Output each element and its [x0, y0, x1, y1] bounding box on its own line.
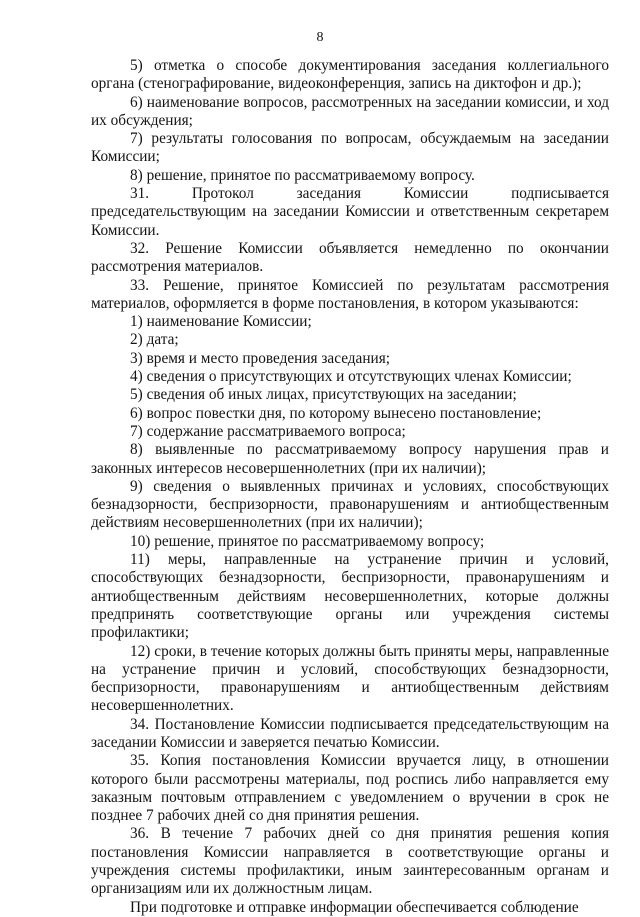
- list-item-date: 2) дата;: [130, 331, 179, 349]
- list-item-voting-results: 7) результаты голосования по вопросам, обсуждаемым на заседании Комиссии;: [91, 130, 609, 166]
- clause-35: 35. Копия постановления Комиссии вручается лицу, в отношении которого были рассмотрены материалы, под роспись либо направляется ему заказным почтовым отправлением с уведомлением о вручении в срок не позднее 7 рабочих дней со дня принятия решения.: [91, 752, 609, 825]
- list-item-members-attendance: 4) сведения о присутствующих и отсутствующих членах Комиссии;: [130, 368, 572, 386]
- clause-34: 34. Постановление Комиссии подписывается председательствующим на заседании Комиссии и заверяется печатью Комиссии.: [91, 715, 609, 751]
- list-item-question-content: 7) содержание рассматриваемого вопроса;: [130, 422, 406, 440]
- list-item-deadlines: 12) сроки, в течение которых должны быть приняты меры, направленные на устранение причин и условий, способствующих безнадзорности, беспризорности, правонарушениям и антиобщественным действиям несовершеннолетних.: [91, 642, 609, 715]
- list-item-other-persons: 5) сведения об иных лицах, присутствующих на заседании;: [130, 386, 517, 404]
- closing-paragraph: При подготовке и отправке информации обеспечивается соблюдение: [130, 898, 579, 916]
- list-item-causes: 9) сведения о выявленных причинах и условиях, способствующих безнадзорности, беспризорности, правонарушениям и антиобщественным действиям несовершеннолетних (при их наличии);: [91, 477, 609, 532]
- list-item-time-place: 3) время и место проведения заседания;: [130, 349, 391, 367]
- list-item-decision: 8) решение, принятое по рассматриваемому вопросу.: [130, 166, 475, 184]
- list-item-agenda-question: 6) вопрос повестки дня, по которому вынесено постановление;: [130, 404, 542, 422]
- list-item-questions: 6) наименование вопросов, рассмотренных на заседании комиссии, и ход их обсуждения;: [91, 93, 609, 129]
- clause-31: 31. Протокол заседания Комиссии подписывается председательствующим на заседании Комиссии и ответственным секретарем Комиссии.: [91, 185, 609, 239]
- list-item-documentation-method: 5) отметка о способе документирования заседания коллегиального органа (стенографирование, видеоконференция, запись на диктофон и др.);: [91, 57, 609, 93]
- clause-33: 33. Решение, принятое Комиссией по результатам рассмотрения материалов, оформляется в форме постановления, в котором указываются:: [91, 276, 609, 312]
- clause-32: 32. Решение Комиссии объявляется немедленно по окончании рассмотрения материалов.: [91, 239, 609, 276]
- clause-36: 36. В течение 7 рабочих дней со дня принятия решения копия постановления Комиссии направляется в соответствующие органы и учреждения системы профилактики, иным заинтересованным органам и организациям или их должностным лицам.: [91, 825, 609, 898]
- document-body: [91, 57, 609, 917]
- list-item-adopted-decision: 10) решение, принятое по рассматриваемому вопросу;: [130, 532, 485, 550]
- list-item-violations: 8) выявленные по рассматриваемому вопросу нарушения прав и законных интересов несовершеннолетних (при их наличии);: [91, 441, 609, 477]
- list-item-commission-name: 1) наименование Комиссии;: [130, 313, 312, 331]
- list-item-measures: 11) меры, направленные на устранение причин и условий, способствующих безнадзорности, беспризорности, правонарушениям и антиобщественным действиям несовершеннолетних, которые должны предпринять соответствующие органы или учреждения системы профилактики;: [91, 551, 609, 642]
- page-number: 8: [316, 30, 324, 45]
